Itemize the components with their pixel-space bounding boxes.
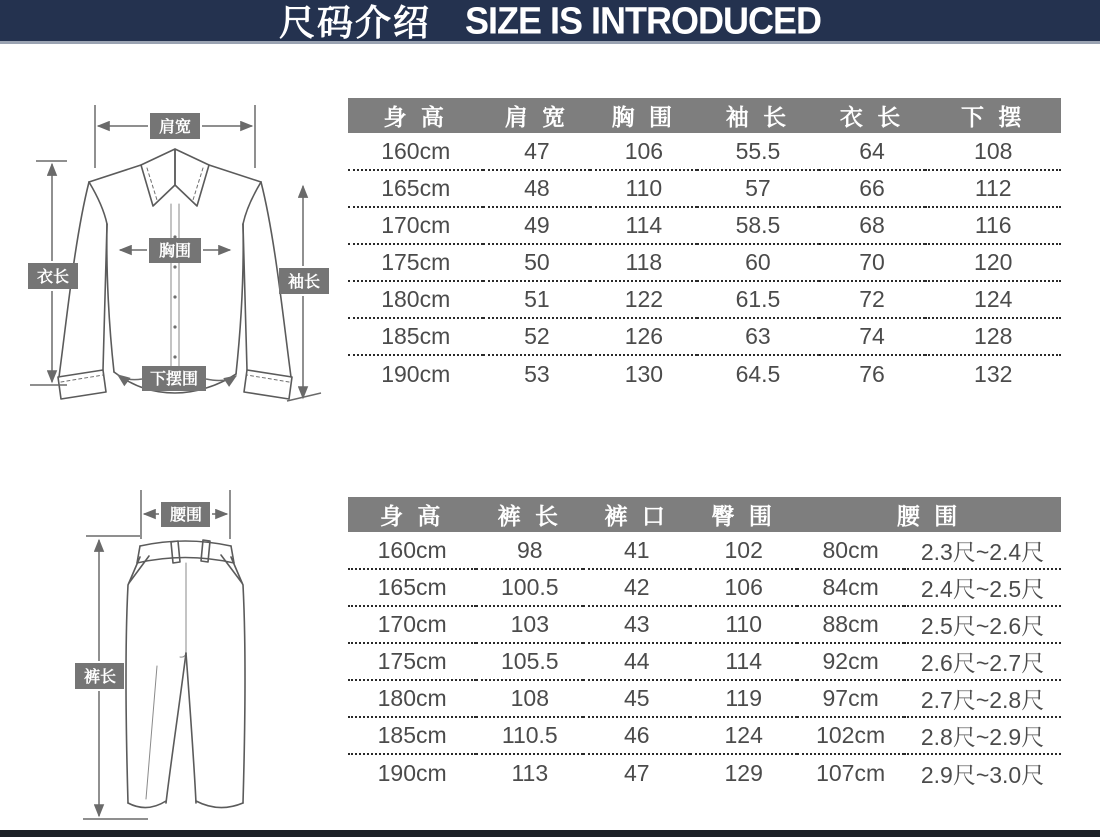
table-cell: 48 xyxy=(483,170,590,207)
table-cell: 160cm xyxy=(348,532,476,569)
pants-length-arrow xyxy=(75,536,148,819)
garment-length-arrow xyxy=(28,161,78,385)
hem-label: 下摆围 xyxy=(149,371,199,388)
table-cell: 126 xyxy=(590,318,697,355)
table-cell: 76 xyxy=(859,360,885,387)
col-header-hip: 臀 围 xyxy=(690,497,797,532)
table-cell: 72 xyxy=(819,281,926,318)
table-cell: 50 xyxy=(483,244,590,281)
table-cell: 110.5 xyxy=(476,717,583,754)
waist-arrow xyxy=(141,490,230,539)
chest-label: 胸围 xyxy=(158,243,192,260)
table-cell: 53 xyxy=(524,360,550,387)
hem-arrow xyxy=(118,366,236,391)
banner xyxy=(0,0,1100,44)
table-row xyxy=(348,532,1061,569)
shirt-diagram xyxy=(0,52,345,464)
pants-diagram xyxy=(0,483,345,832)
table-cell: 170cm xyxy=(348,207,483,244)
table-cell: 52 xyxy=(483,318,590,355)
table-cell: 49 xyxy=(483,207,590,244)
table-cell: 175cm xyxy=(348,643,476,680)
table-cell: 47 xyxy=(623,759,650,786)
table-cell: 2.6尺~2.7尺 xyxy=(904,643,1061,680)
col-header-height: 身 高 xyxy=(348,497,476,532)
table-cell: 88cm xyxy=(797,606,904,643)
table-cell: 63 xyxy=(697,318,818,355)
table-row xyxy=(348,281,1061,318)
table-cell: 132 xyxy=(974,360,1013,387)
table-cell: 110 xyxy=(590,170,697,207)
table-cell: 190cm xyxy=(381,360,451,387)
table-cell: 2.3尺~2.4尺 xyxy=(904,532,1061,569)
col-header-waist: 腰 围 xyxy=(797,497,1061,532)
table-cell: 74 xyxy=(819,318,926,355)
table-cell: 68 xyxy=(819,207,926,244)
table-cell: 165cm xyxy=(348,170,483,207)
table-row xyxy=(348,170,1061,207)
table-cell: 66 xyxy=(819,170,926,207)
table-cell: 124 xyxy=(925,281,1061,318)
table-cell: 165cm xyxy=(348,569,476,606)
pants-table-header xyxy=(348,497,1061,532)
table-cell: 105.5 xyxy=(476,643,583,680)
table-row xyxy=(348,244,1061,281)
table-cell: 102 xyxy=(690,532,797,569)
shoulder-width-label: 肩宽 xyxy=(158,119,192,136)
sleeve-length-label: 袖长 xyxy=(287,274,321,291)
table-cell: 61.5 xyxy=(697,281,818,318)
table-cell: 44 xyxy=(583,643,690,680)
table-row xyxy=(348,318,1061,355)
footer-bar xyxy=(0,830,1100,837)
table-cell: 106 xyxy=(690,569,797,606)
table-cell: 180cm xyxy=(348,680,476,717)
table-row xyxy=(348,717,1061,754)
table-cell: 122 xyxy=(590,281,697,318)
table-cell: 129 xyxy=(724,759,763,786)
table-cell: 92cm xyxy=(797,643,904,680)
table-cell: 60 xyxy=(697,244,818,281)
waist-label: 腰围 xyxy=(169,507,203,524)
col-header-length: 衣 长 xyxy=(819,98,926,133)
table-cell: 120 xyxy=(925,244,1061,281)
table-cell: 113 xyxy=(511,759,549,786)
col-header-hem: 下 摆 xyxy=(925,98,1061,133)
table-cell: 124 xyxy=(690,717,797,754)
tops-table-body xyxy=(348,133,1061,392)
chest-arrow xyxy=(120,238,230,263)
col-header-height: 身 高 xyxy=(348,98,483,133)
table-cell: 108 xyxy=(925,133,1061,170)
table-cell: 46 xyxy=(583,717,690,754)
table-row xyxy=(348,569,1061,606)
table-cell: 97cm xyxy=(797,680,904,717)
col-header-leg-opening: 裤 口 xyxy=(583,497,690,532)
table-cell: 57 xyxy=(697,170,818,207)
table-cell: 80cm xyxy=(797,532,904,569)
page-title-zh: 尺码介绍 xyxy=(278,2,431,43)
table-cell: 160cm xyxy=(348,133,483,170)
col-header-sleeve: 袖 长 xyxy=(697,98,818,133)
table-cell: 43 xyxy=(583,606,690,643)
table-cell: 106 xyxy=(590,133,697,170)
table-cell: 55.5 xyxy=(697,133,818,170)
table-cell: 100.5 xyxy=(476,569,583,606)
pants-length-label: 裤长 xyxy=(83,669,117,686)
pants-table-body xyxy=(348,532,1061,791)
table-row xyxy=(348,754,1061,791)
table-cell: 110 xyxy=(690,606,797,643)
pants-size-table xyxy=(348,497,1061,791)
table-cell: 98 xyxy=(476,532,583,569)
table-cell: 2.4尺~2.5尺 xyxy=(904,569,1061,606)
table-cell: 64.5 xyxy=(735,360,781,387)
table-row xyxy=(348,207,1061,244)
table-cell: 2.9尺~3.0尺 xyxy=(920,761,1045,788)
table-row xyxy=(348,355,1061,392)
table-cell: 185cm xyxy=(348,717,476,754)
table-cell: 2.8尺~2.9尺 xyxy=(904,717,1061,754)
sleeve-length-arrow xyxy=(279,186,329,401)
shirt-drawing xyxy=(58,149,292,399)
table-cell: 130 xyxy=(624,360,664,387)
table-cell: 64 xyxy=(819,133,926,170)
table-cell: 119 xyxy=(690,680,797,717)
table-cell: 114 xyxy=(590,207,697,244)
table-cell: 107cm xyxy=(816,759,886,786)
table-cell: 103 xyxy=(476,606,583,643)
table-cell: 2.5尺~2.6尺 xyxy=(904,606,1061,643)
table-cell: 45 xyxy=(583,680,690,717)
table-row xyxy=(348,133,1061,170)
table-row xyxy=(348,680,1061,717)
table-cell: 108 xyxy=(476,680,583,717)
table-cell: 42 xyxy=(583,569,690,606)
page-title-en: SIZE IS INTRODUCED xyxy=(464,0,822,42)
table-cell: 112 xyxy=(925,170,1061,207)
col-header-shoulder: 肩 宽 xyxy=(483,98,590,133)
table-cell: 114 xyxy=(690,643,797,680)
table-cell: 128 xyxy=(925,318,1061,355)
table-cell: 118 xyxy=(590,244,697,281)
table-cell: 102cm xyxy=(797,717,904,754)
table-row xyxy=(348,606,1061,643)
table-cell: 2.7尺~2.8尺 xyxy=(904,680,1061,717)
table-cell: 180cm xyxy=(348,281,483,318)
table-cell: 185cm xyxy=(348,318,483,355)
table-cell: 41 xyxy=(583,532,690,569)
table-cell: 47 xyxy=(483,133,590,170)
table-cell: 51 xyxy=(483,281,590,318)
table-cell: 175cm xyxy=(348,244,483,281)
table-cell: 70 xyxy=(819,244,926,281)
tops-size-table xyxy=(348,98,1061,392)
pants-drawing xyxy=(126,540,245,808)
table-cell: 170cm xyxy=(348,606,476,643)
table-row xyxy=(348,643,1061,680)
tops-table-header xyxy=(348,98,1061,133)
col-header-chest: 胸 围 xyxy=(590,98,697,133)
garment-length-label: 衣长 xyxy=(36,269,70,286)
table-cell: 58.5 xyxy=(697,207,818,244)
table-cell: 190cm xyxy=(377,759,447,786)
col-header-pants-length: 裤 长 xyxy=(476,497,583,532)
table-cell: 84cm xyxy=(797,569,904,606)
table-cell: 116 xyxy=(925,207,1061,244)
